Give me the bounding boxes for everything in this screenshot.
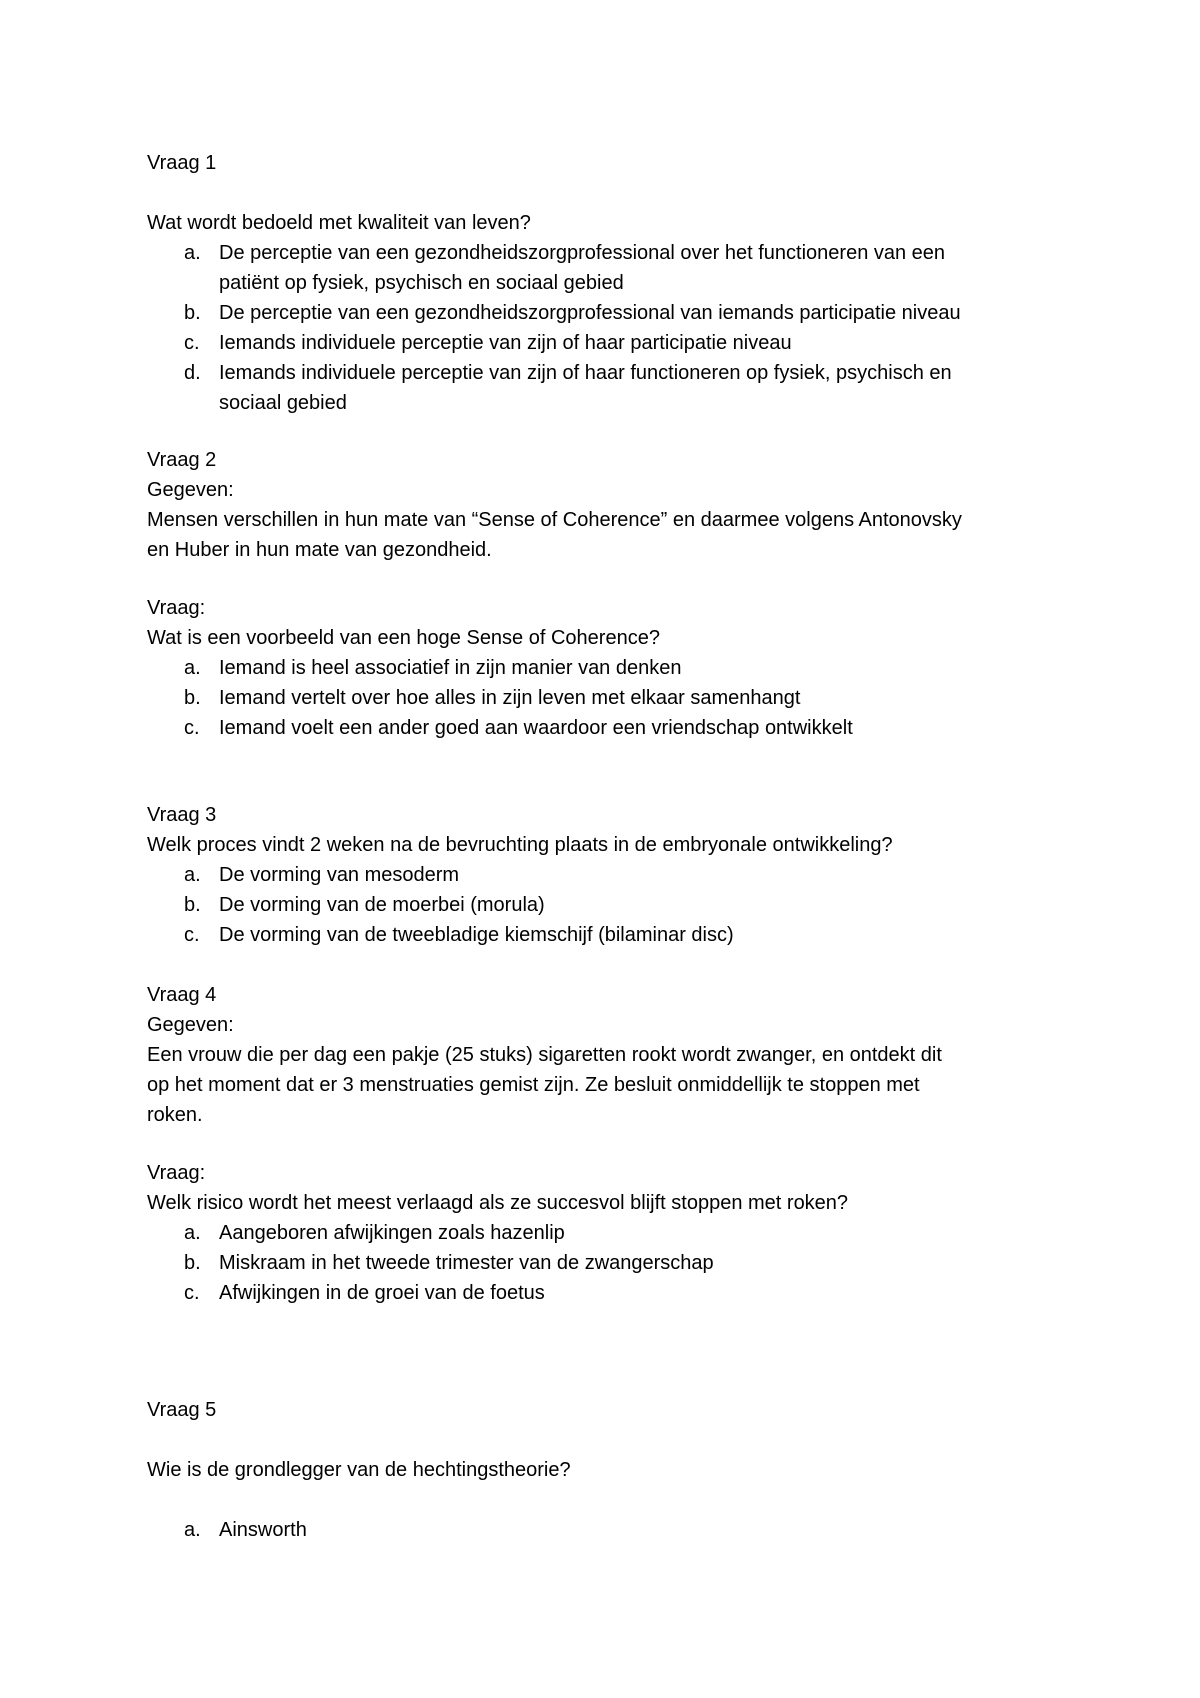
option-letter: a. [184, 1519, 201, 1541]
question-1-option-b [0, 298, 1200, 328]
question-4-text: Welk risico wordt het meest verlaagd als ze succesvol blijft stoppen met roken? [147, 1192, 849, 1214]
question-2-text: Wat is een voorbeeld van een hoge Sense of Coherence? [147, 627, 660, 649]
question-2-option-a [0, 653, 1200, 683]
option-text: Iemand vertelt over hoe alles in zijn leven met elkaar samenhangt [219, 687, 801, 709]
question-4-given-label: Gegeven: [147, 1014, 234, 1036]
question-3-title: Vraag 3 [147, 804, 217, 826]
question-3-option-c [0, 920, 1200, 950]
option-letter: c. [184, 332, 200, 354]
question-4-given-text-end: roken. [147, 1104, 203, 1126]
question-1-option-a [0, 238, 1200, 268]
question-4-question-label: Vraag: [147, 1162, 206, 1184]
question-4-option-b [0, 1248, 1200, 1278]
option-letter: a. [184, 864, 201, 886]
option-letter: c. [184, 1282, 200, 1304]
option-text: De perceptie van een gezondheidszorgprofessional van iemands participatie niveau [219, 302, 961, 324]
question-1-option-d-continued: sociaal gebied [219, 392, 347, 414]
question-2-option-b [0, 683, 1200, 713]
question-4-option-a [0, 1218, 1200, 1248]
question-3-option-b [0, 890, 1200, 920]
question-1-text: Wat wordt bedoeld met kwaliteit van leven? [147, 212, 531, 234]
option-text: Aangeboren afwijkingen zoals hazenlip [219, 1222, 565, 1244]
option-letter: b. [184, 302, 201, 324]
question-2-question-label: Vraag: [147, 597, 206, 619]
option-letter: a. [184, 1222, 201, 1244]
question-1-option-d [0, 358, 1200, 388]
option-text: Afwijkingen in de groei van de foetus [219, 1282, 545, 1304]
option-text: Ainsworth [219, 1519, 307, 1541]
option-letter: c. [184, 924, 200, 946]
option-letter: a. [184, 657, 201, 679]
question-1-option-c [0, 328, 1200, 358]
question-5-title: Vraag 5 [147, 1399, 217, 1421]
question-5-option-a [0, 1515, 1200, 1545]
question-1-option-a-continued: patiënt op fysiek, psychisch en sociaal gebied [219, 272, 624, 294]
option-letter: a. [184, 242, 201, 264]
option-letter: b. [184, 1252, 201, 1274]
option-letter: b. [184, 687, 201, 709]
option-text: De vorming van de moerbei (morula) [219, 894, 545, 916]
option-text: De perceptie van een gezondheidszorgprofessional over het functioneren van een [219, 242, 946, 264]
question-2-given-text: Mensen verschillen in hun mate van “Sense of Coherence” en daarmee volgens Antonovsky [147, 509, 962, 531]
question-4-option-c [0, 1278, 1200, 1308]
question-2-given-text-continued: en Huber in hun mate van gezondheid. [147, 539, 492, 561]
option-text: De vorming van de tweebladige kiemschijf (bilaminar disc) [219, 924, 734, 946]
question-1-title: Vraag 1 [147, 152, 217, 174]
option-text: Iemands individuele perceptie van zijn of haar participatie niveau [219, 332, 792, 354]
option-letter: d. [184, 362, 201, 384]
option-text: Iemand is heel associatief in zijn manier van denken [219, 657, 682, 679]
question-2-given-label: Gegeven: [147, 479, 234, 501]
option-text: Iemand voelt een ander goed aan waardoor een vriendschap ontwikkelt [219, 717, 853, 739]
option-letter: c. [184, 717, 200, 739]
question-4-title: Vraag 4 [147, 984, 217, 1006]
question-4-given-text: Een vrouw die per dag een pakje (25 stuks) sigaretten rookt wordt zwanger, en ontdekt dit [147, 1044, 942, 1066]
question-3-text: Welk proces vindt 2 weken na de bevruchting plaats in de embryonale ontwikkeling? [147, 834, 893, 856]
question-5-text: Wie is de grondlegger van de hechtingstheorie? [147, 1459, 571, 1481]
option-letter: b. [184, 894, 201, 916]
question-2-title: Vraag 2 [147, 449, 217, 471]
question-4-given-text-continued: op het moment dat er 3 menstruaties gemist zijn. Ze besluit onmiddellijk te stoppen met [147, 1074, 920, 1096]
question-2-option-c [0, 713, 1200, 743]
option-text: Miskraam in het tweede trimester van de zwangerschap [219, 1252, 714, 1274]
question-3-option-a [0, 860, 1200, 890]
option-text: De vorming van mesoderm [219, 864, 460, 886]
option-text: Iemands individuele perceptie van zijn of haar functioneren op fysiek, psychisch en [219, 362, 952, 384]
